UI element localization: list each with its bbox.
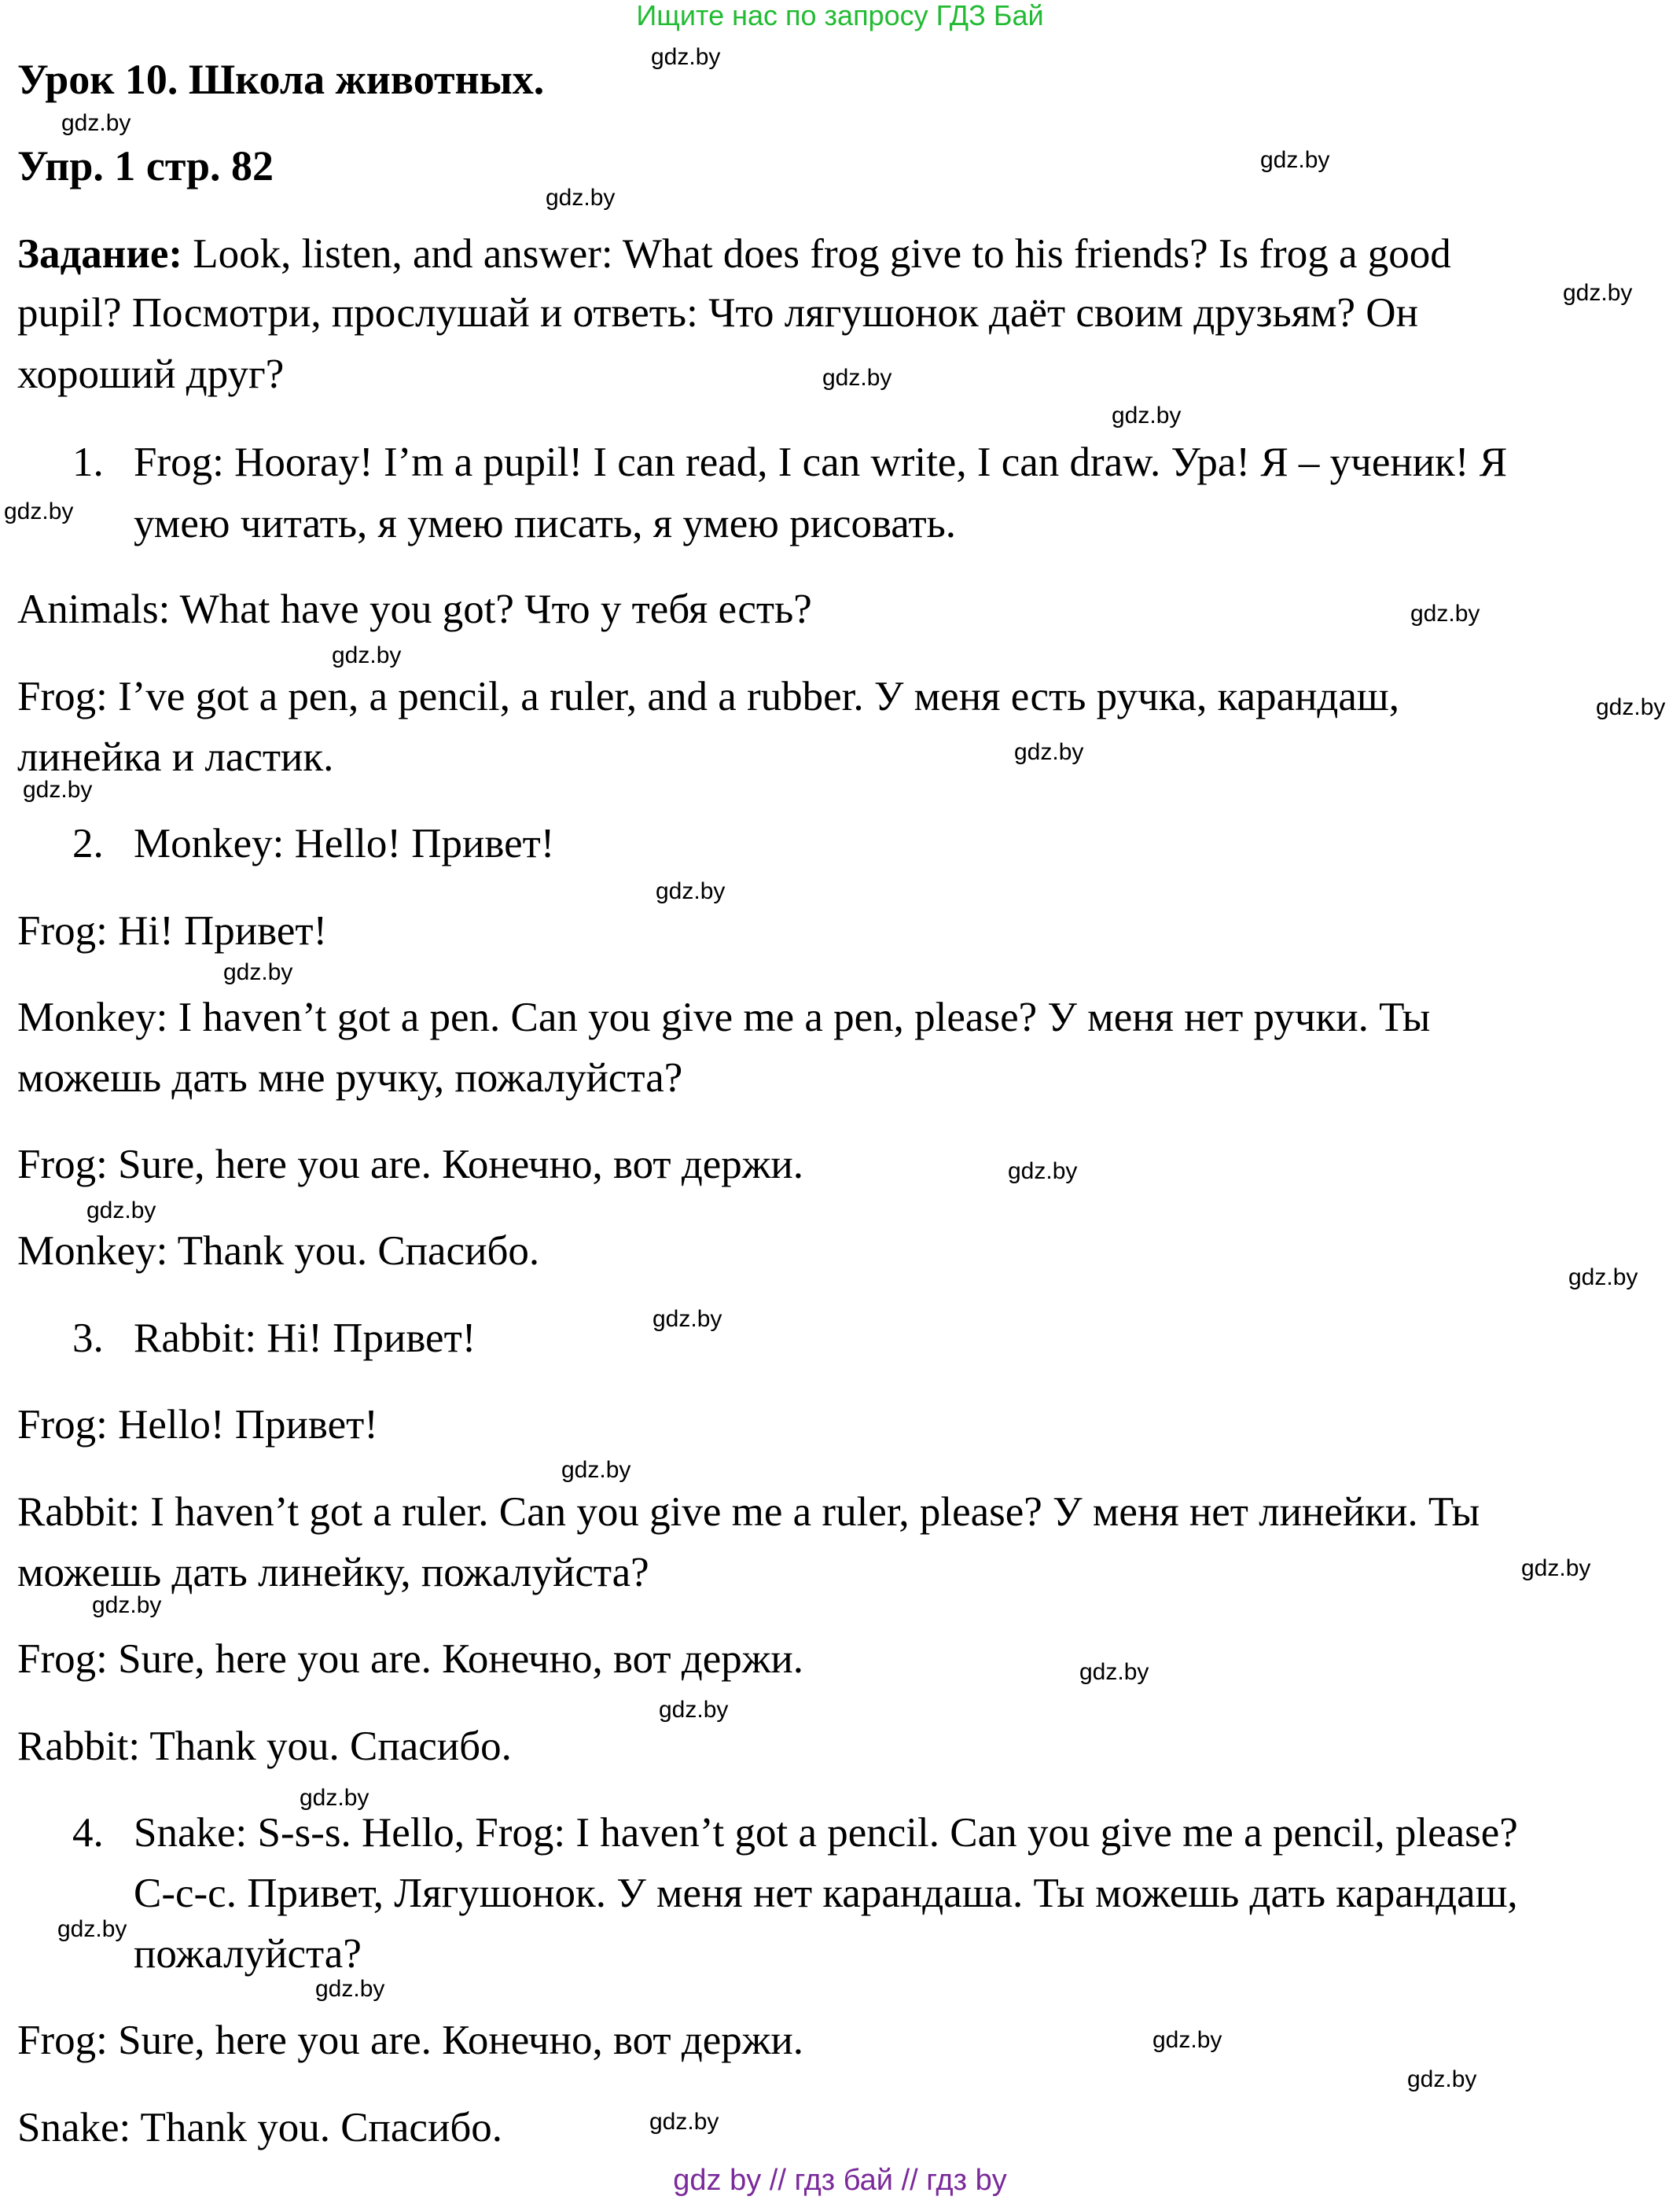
dialogue-number-4: 4. [72, 1810, 104, 1856]
watermark: gdz.by [223, 959, 293, 985]
watermark: gdz.by [659, 1697, 729, 1723]
task-line-2: pupil? Посмотри, прослушай и ответь: Что лягушонок даёт своим друзьям? Он [17, 290, 1418, 336]
task-text-1: Look, listen, and answer: What does frog give to his friends? Is frog a good [182, 231, 1451, 277]
dialogue-3-line-6: Rabbit: Thank you. Спасибо. [17, 1724, 512, 1769]
dialogue-3-line-4: можешь дать линейку, пожалуйста? [17, 1550, 649, 1595]
watermark: gdz.by [332, 642, 402, 668]
dialogue-1-line-5: линейка и ластик. [17, 734, 334, 780]
search-banner[interactable]: Ищите нас по запросу ГДЗ Бай [636, 0, 1044, 31]
watermark: gdz.by [651, 44, 721, 70]
watermark: gdz.by [822, 365, 892, 391]
watermark: gdz.by [1568, 1264, 1638, 1290]
task-label: Задание: [17, 231, 183, 277]
watermark: gdz.by [1260, 147, 1330, 173]
watermark: gdz.by [653, 1306, 722, 1332]
dialogue-3-text-1: Rabbit: Hi! Привет! [134, 1315, 476, 1361]
dialogue-2-line-1 [72, 814, 554, 874]
footer-links[interactable]: gdz by // гдз бай // гдз by [673, 2164, 1007, 2197]
dialogue-3-line-3: Rabbit: I haven’t got a ruler. Can you give me a ruler, please? У меня нет линейки. Ты [17, 1489, 1480, 1535]
dialogue-4-text-1: Snake: S-s-s. Hello, Frog: I haven’t got a pencil. Can you give me a pencil, please? [134, 1810, 1518, 1856]
dialogue-2-line-6: Monkey: Thank you. Спасибо. [17, 1228, 540, 1274]
dialogue-1-text-1: Frog: Hooray! I’m a pupil! I can read, I can write, I can draw. Ура! Я – ученик! Я [134, 440, 1508, 485]
watermark: gdz.by [561, 1457, 631, 1483]
watermark: gdz.by [1596, 694, 1666, 720]
task-line-1 [17, 224, 1451, 285]
dialogue-1-line-3: Animals: What have you got? Что у тебя есть? [17, 587, 812, 632]
watermark: gdz.by [1112, 403, 1182, 429]
dialogue-2-text-1: Monkey: Hello! Привет! [134, 821, 555, 866]
watermark: gdz.by [300, 1785, 369, 1811]
watermark: gdz.by [649, 2109, 719, 2135]
lesson-title: Урок 10. Школа животных. [17, 56, 545, 103]
watermark: gdz.by [1410, 601, 1480, 627]
watermark: gdz.by [1521, 1555, 1591, 1581]
watermark: gdz.by [1008, 1158, 1078, 1184]
watermark: gdz.by [4, 498, 74, 524]
watermark: gdz.by [1014, 739, 1084, 765]
watermark: gdz.by [1152, 2027, 1222, 2053]
task-line-3: хороший друг? [17, 351, 285, 397]
exercise-title: Упр. 1 стр. 82 [17, 142, 274, 189]
dialogue-4-line-4: Frog: Sure, here you are. Конечно, вот держи. [17, 2018, 804, 2063]
dialogue-1-line-4: Frog: I’ve got a pen, a pencil, a ruler, and a rubber. У меня есть ручка, карандаш, [17, 674, 1399, 719]
dialogue-4-line-5: Snake: Thank you. Спасибо. [17, 2105, 503, 2150]
watermark: gdz.by [546, 185, 616, 211]
dialogue-1-line-1 [72, 432, 1507, 493]
watermark: gdz.by [1079, 1659, 1149, 1685]
watermark: gdz.by [61, 110, 131, 136]
watermark: gdz.by [1407, 2066, 1477, 2092]
dialogue-number-1: 1. [72, 440, 104, 485]
watermark: gdz.by [92, 1592, 162, 1618]
watermark: gdz.by [315, 1976, 385, 2002]
watermark: gdz.by [86, 1197, 156, 1223]
watermark: gdz.by [1563, 280, 1633, 306]
dialogue-2-line-4: можешь дать мне ручку, пожалуйста? [17, 1055, 683, 1101]
dialogue-1-line-2: умею читать, я умею писать, я умею рисовать. [134, 501, 957, 546]
watermark: gdz.by [57, 1916, 127, 1942]
watermark: gdz.by [23, 777, 93, 803]
dialogue-number-2: 2. [72, 821, 104, 866]
dialogue-3-line-1 [72, 1308, 476, 1369]
dialogue-2-line-2: Frog: Hi! Привет! [17, 908, 328, 954]
dialogue-4-line-2: С-с-с. Привет, Лягушонок. У меня нет карандаша. Ты можешь дать карандаш, [134, 1871, 1518, 1916]
dialogue-2-line-5: Frog: Sure, here you are. Конечно, вот держи. [17, 1142, 804, 1187]
dialogue-4-line-1 [72, 1803, 1518, 1863]
dialogue-number-3: 3. [72, 1315, 104, 1361]
watermark: gdz.by [656, 878, 726, 904]
dialogue-3-line-2: Frog: Hello! Привет! [17, 1402, 378, 1448]
dialogue-3-line-5: Frog: Sure, here you are. Конечно, вот держи. [17, 1636, 804, 1682]
dialogue-4-line-3: пожалуйста? [134, 1931, 362, 1977]
dialogue-2-line-3: Monkey: I haven’t got a pen. Can you give me a pen, please? У меня нет ручки. Ты [17, 995, 1431, 1040]
